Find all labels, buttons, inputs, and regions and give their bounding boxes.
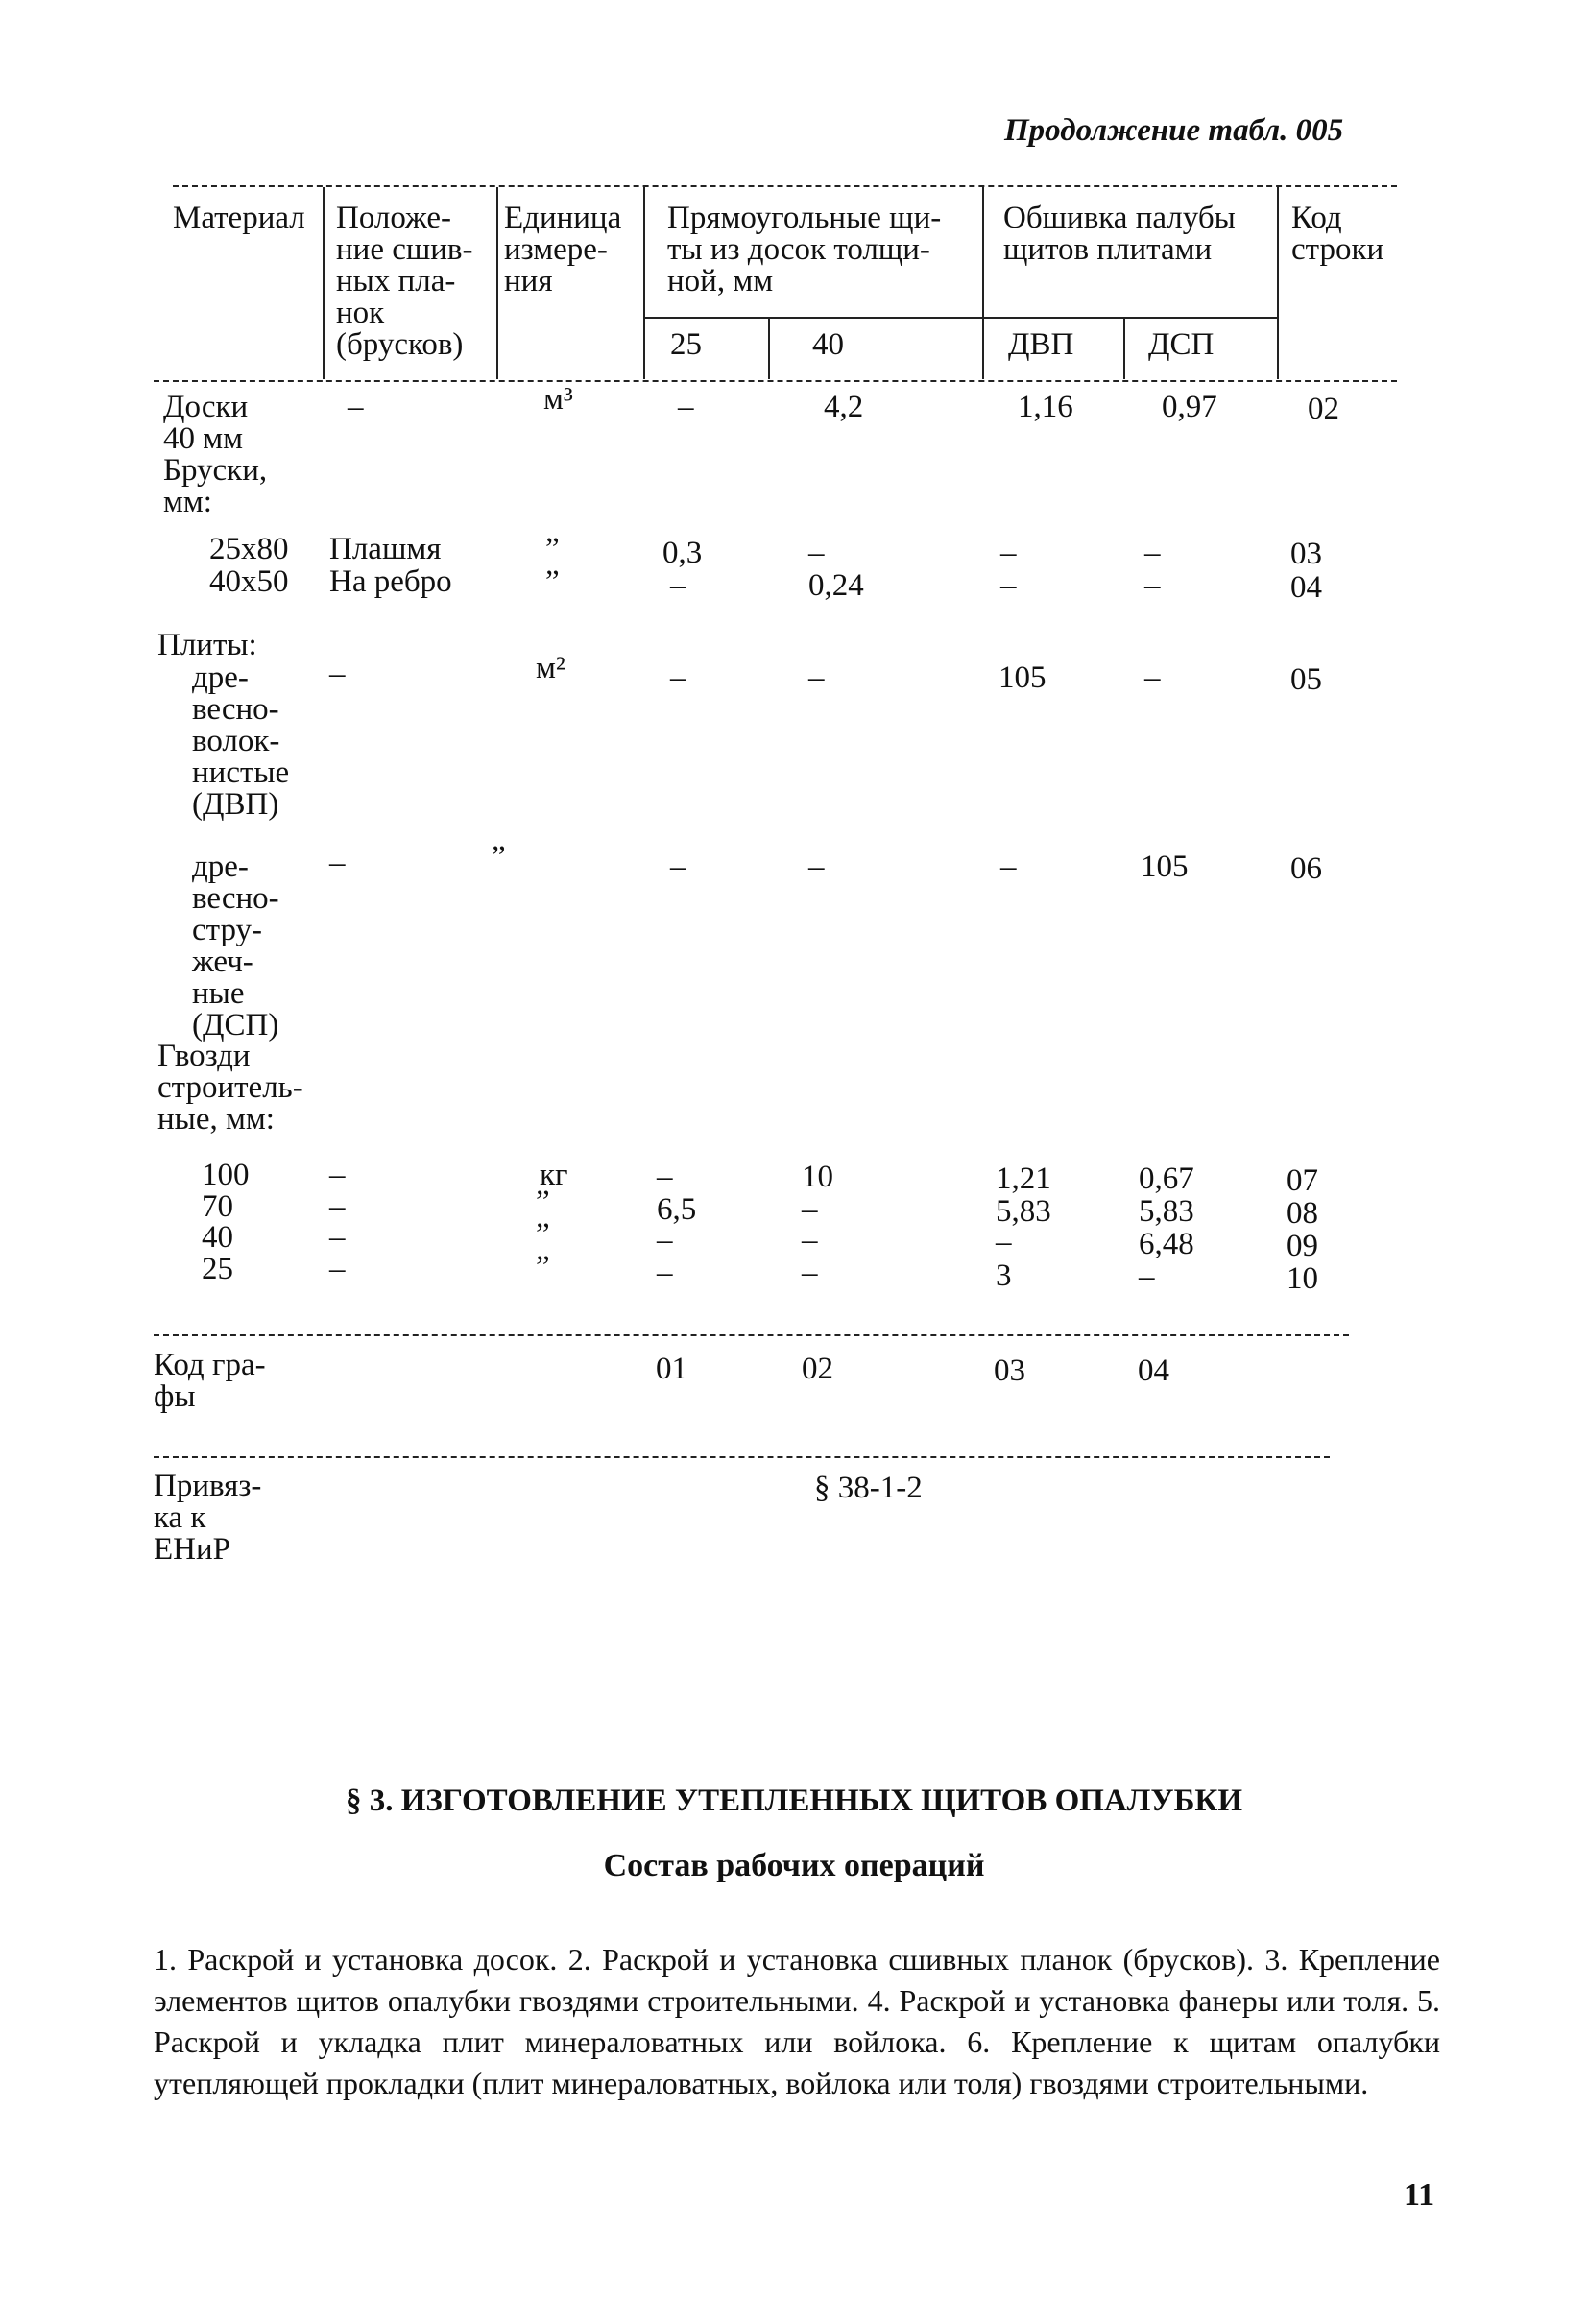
col-divider (323, 187, 325, 379)
row-value-40: 0,24 (808, 568, 864, 603)
row-value-40: 10 (802, 1160, 833, 1194)
col-divider (643, 187, 645, 379)
row-material: 25 (202, 1252, 233, 1286)
col-divider (1277, 187, 1279, 379)
row-unit: ” (545, 564, 560, 599)
row-value-25: – (670, 850, 686, 884)
row-value-40: – (808, 660, 825, 695)
section-subtitle: Состав рабочих операций (603, 1848, 985, 1883)
row-unit: м² (536, 651, 565, 685)
col-divider (496, 187, 498, 379)
row-position: Плашмя (329, 532, 442, 566)
row-position: – (329, 1220, 346, 1255)
row-position: – (329, 1158, 346, 1192)
row-group-label: Плиты: (157, 628, 257, 662)
header-boards: Прямоугольные щи- ты из досок толщи- ной, мм (667, 201, 942, 299)
row-material: 70 (202, 1189, 233, 1224)
row-code: 10 (1287, 1261, 1318, 1296)
row-code: 02 (1308, 392, 1339, 426)
graph-code-bottom-rule (154, 1456, 1330, 1458)
row-code: 05 (1290, 662, 1322, 697)
row-material: 40 (202, 1220, 233, 1255)
row-value-dvp: – (1000, 536, 1017, 570)
row-material: дре- весно- волок- нистые (ДВП) (192, 660, 290, 822)
row-code: 06 (1290, 851, 1322, 886)
row-value-dsp: – (1144, 536, 1161, 570)
row-group-label: Гвозди строитель- ные, мм: (157, 1039, 303, 1137)
row-value-dsp: – (1144, 568, 1161, 603)
subheader-rule (643, 317, 1277, 319)
row-value-25: – (657, 1160, 673, 1194)
row-code: 03 (1290, 537, 1322, 571)
row-value-dvp: 5,83 (996, 1194, 1051, 1229)
header-material: Материал (173, 201, 305, 235)
subheader-40: 40 (812, 327, 844, 362)
row-value-40: – (802, 1223, 818, 1258)
enir-link-value: § 38-1-2 (814, 1471, 923, 1505)
row-position: – (329, 1189, 346, 1224)
row-unit: ” (536, 1185, 550, 1219)
row-value-dvp: 1,16 (1018, 390, 1073, 424)
row-code: 04 (1290, 570, 1322, 605)
header-row-code: Код строки (1291, 201, 1384, 267)
table-top-rule (173, 185, 1397, 187)
row-value-dsp: 105 (1141, 850, 1189, 884)
row-value-dsp: 5,83 (1139, 1194, 1194, 1229)
row-value-25: – (657, 1223, 673, 1258)
graph-code-dsp: 04 (1138, 1354, 1169, 1388)
row-unit: ” (492, 840, 506, 874)
header-sheathing: Обшивка палубы щитов плитами (1003, 201, 1236, 267)
row-value-25: – (670, 568, 686, 603)
row-value-25: – (657, 1256, 673, 1290)
row-position: – (329, 1252, 346, 1286)
row-position: – (329, 657, 346, 691)
graph-code-40: 02 (802, 1352, 833, 1386)
graph-code-25: 01 (656, 1352, 687, 1386)
col-divider (768, 318, 770, 379)
row-value-40: 4,2 (824, 390, 864, 424)
row-value-dvp: 1,21 (996, 1162, 1051, 1196)
col-divider (1123, 318, 1125, 379)
table-continuation-note: Продолжение табл. 005 (1004, 113, 1344, 148)
row-material: Доски 40 мм Бруски, мм: (163, 390, 268, 519)
row-value-40: – (808, 536, 825, 570)
subheader-dvp: ДВП (1008, 327, 1074, 362)
row-unit: кг (540, 1158, 568, 1192)
header-unit: Единица измере- ния (504, 201, 622, 299)
section-title: § 3. ИЗГОТОВЛЕНИЕ УТЕПЛЕННЫХ ЩИТОВ ОПАЛУБКИ (345, 1784, 1242, 1818)
row-value-dsp: – (1139, 1259, 1155, 1294)
row-material: 25x80 (209, 532, 289, 566)
enir-link-label: Привяз- ка к ЕНиР (154, 1469, 262, 1567)
header-bottom-rule (154, 380, 1397, 382)
row-value-dvp: 105 (999, 660, 1047, 695)
row-value-dsp: 0,67 (1139, 1162, 1194, 1196)
row-material: 100 (202, 1158, 250, 1192)
row-value-dsp: – (1144, 660, 1161, 695)
row-value-dsp: 6,48 (1139, 1227, 1194, 1261)
row-unit: ” (545, 532, 560, 566)
row-value-40: – (808, 850, 825, 884)
row-code: 08 (1287, 1196, 1318, 1231)
row-unit: ” (536, 1250, 550, 1284)
row-value-25: 0,3 (662, 536, 703, 570)
row-code: 07 (1287, 1163, 1318, 1198)
row-value-25: – (670, 660, 686, 695)
header-position: Положе- ние сшив- ных пла- нок (брусков) (336, 201, 473, 362)
row-value-25: – (678, 390, 694, 424)
row-value-dvp: – (1000, 568, 1017, 603)
graph-code-label: Код гра- фы (154, 1348, 266, 1414)
row-material: 40x50 (209, 564, 289, 599)
row-code: 09 (1287, 1229, 1318, 1263)
section-text: 1. Раскрой и установка досок. 2. Раскрой и установка сшивных планок (брусков). 3. Крепление элементов щитов опалубки гвоздями строительными. 4. Раскрой и установка фанеры или толя. 5. Раскрой и укладка плит минераловатных или войлока. 6. Крепление к щитам опалубки утепляющей прокладки (плит минераловатных, войлока или толя) гвоздями строительными. (154, 1942, 1440, 2100)
subheader-dsp: ДСП (1148, 327, 1215, 362)
row-value-40: – (802, 1192, 818, 1227)
row-material: дре- весно- стру- жеч- ные (ДСП) (192, 850, 279, 1042)
row-position: – (348, 390, 364, 424)
row-value-dvp: – (996, 1225, 1012, 1259)
col-divider (982, 187, 984, 379)
row-value-25: 6,5 (657, 1192, 697, 1227)
subheader-25: 25 (670, 327, 702, 362)
row-value-dsp: 0,97 (1162, 390, 1217, 424)
row-unit: ” (536, 1217, 550, 1252)
page-number: 11 (1404, 2177, 1435, 2213)
graph-code-dvp: 03 (994, 1354, 1025, 1388)
body-bottom-rule (154, 1334, 1349, 1336)
row-value-dvp: – (1000, 850, 1017, 884)
row-unit: м³ (543, 382, 573, 417)
row-value-dvp: 3 (996, 1258, 1012, 1293)
row-value-40: – (802, 1256, 818, 1290)
row-position: На ребро (329, 564, 452, 599)
row-position: – (329, 846, 346, 880)
